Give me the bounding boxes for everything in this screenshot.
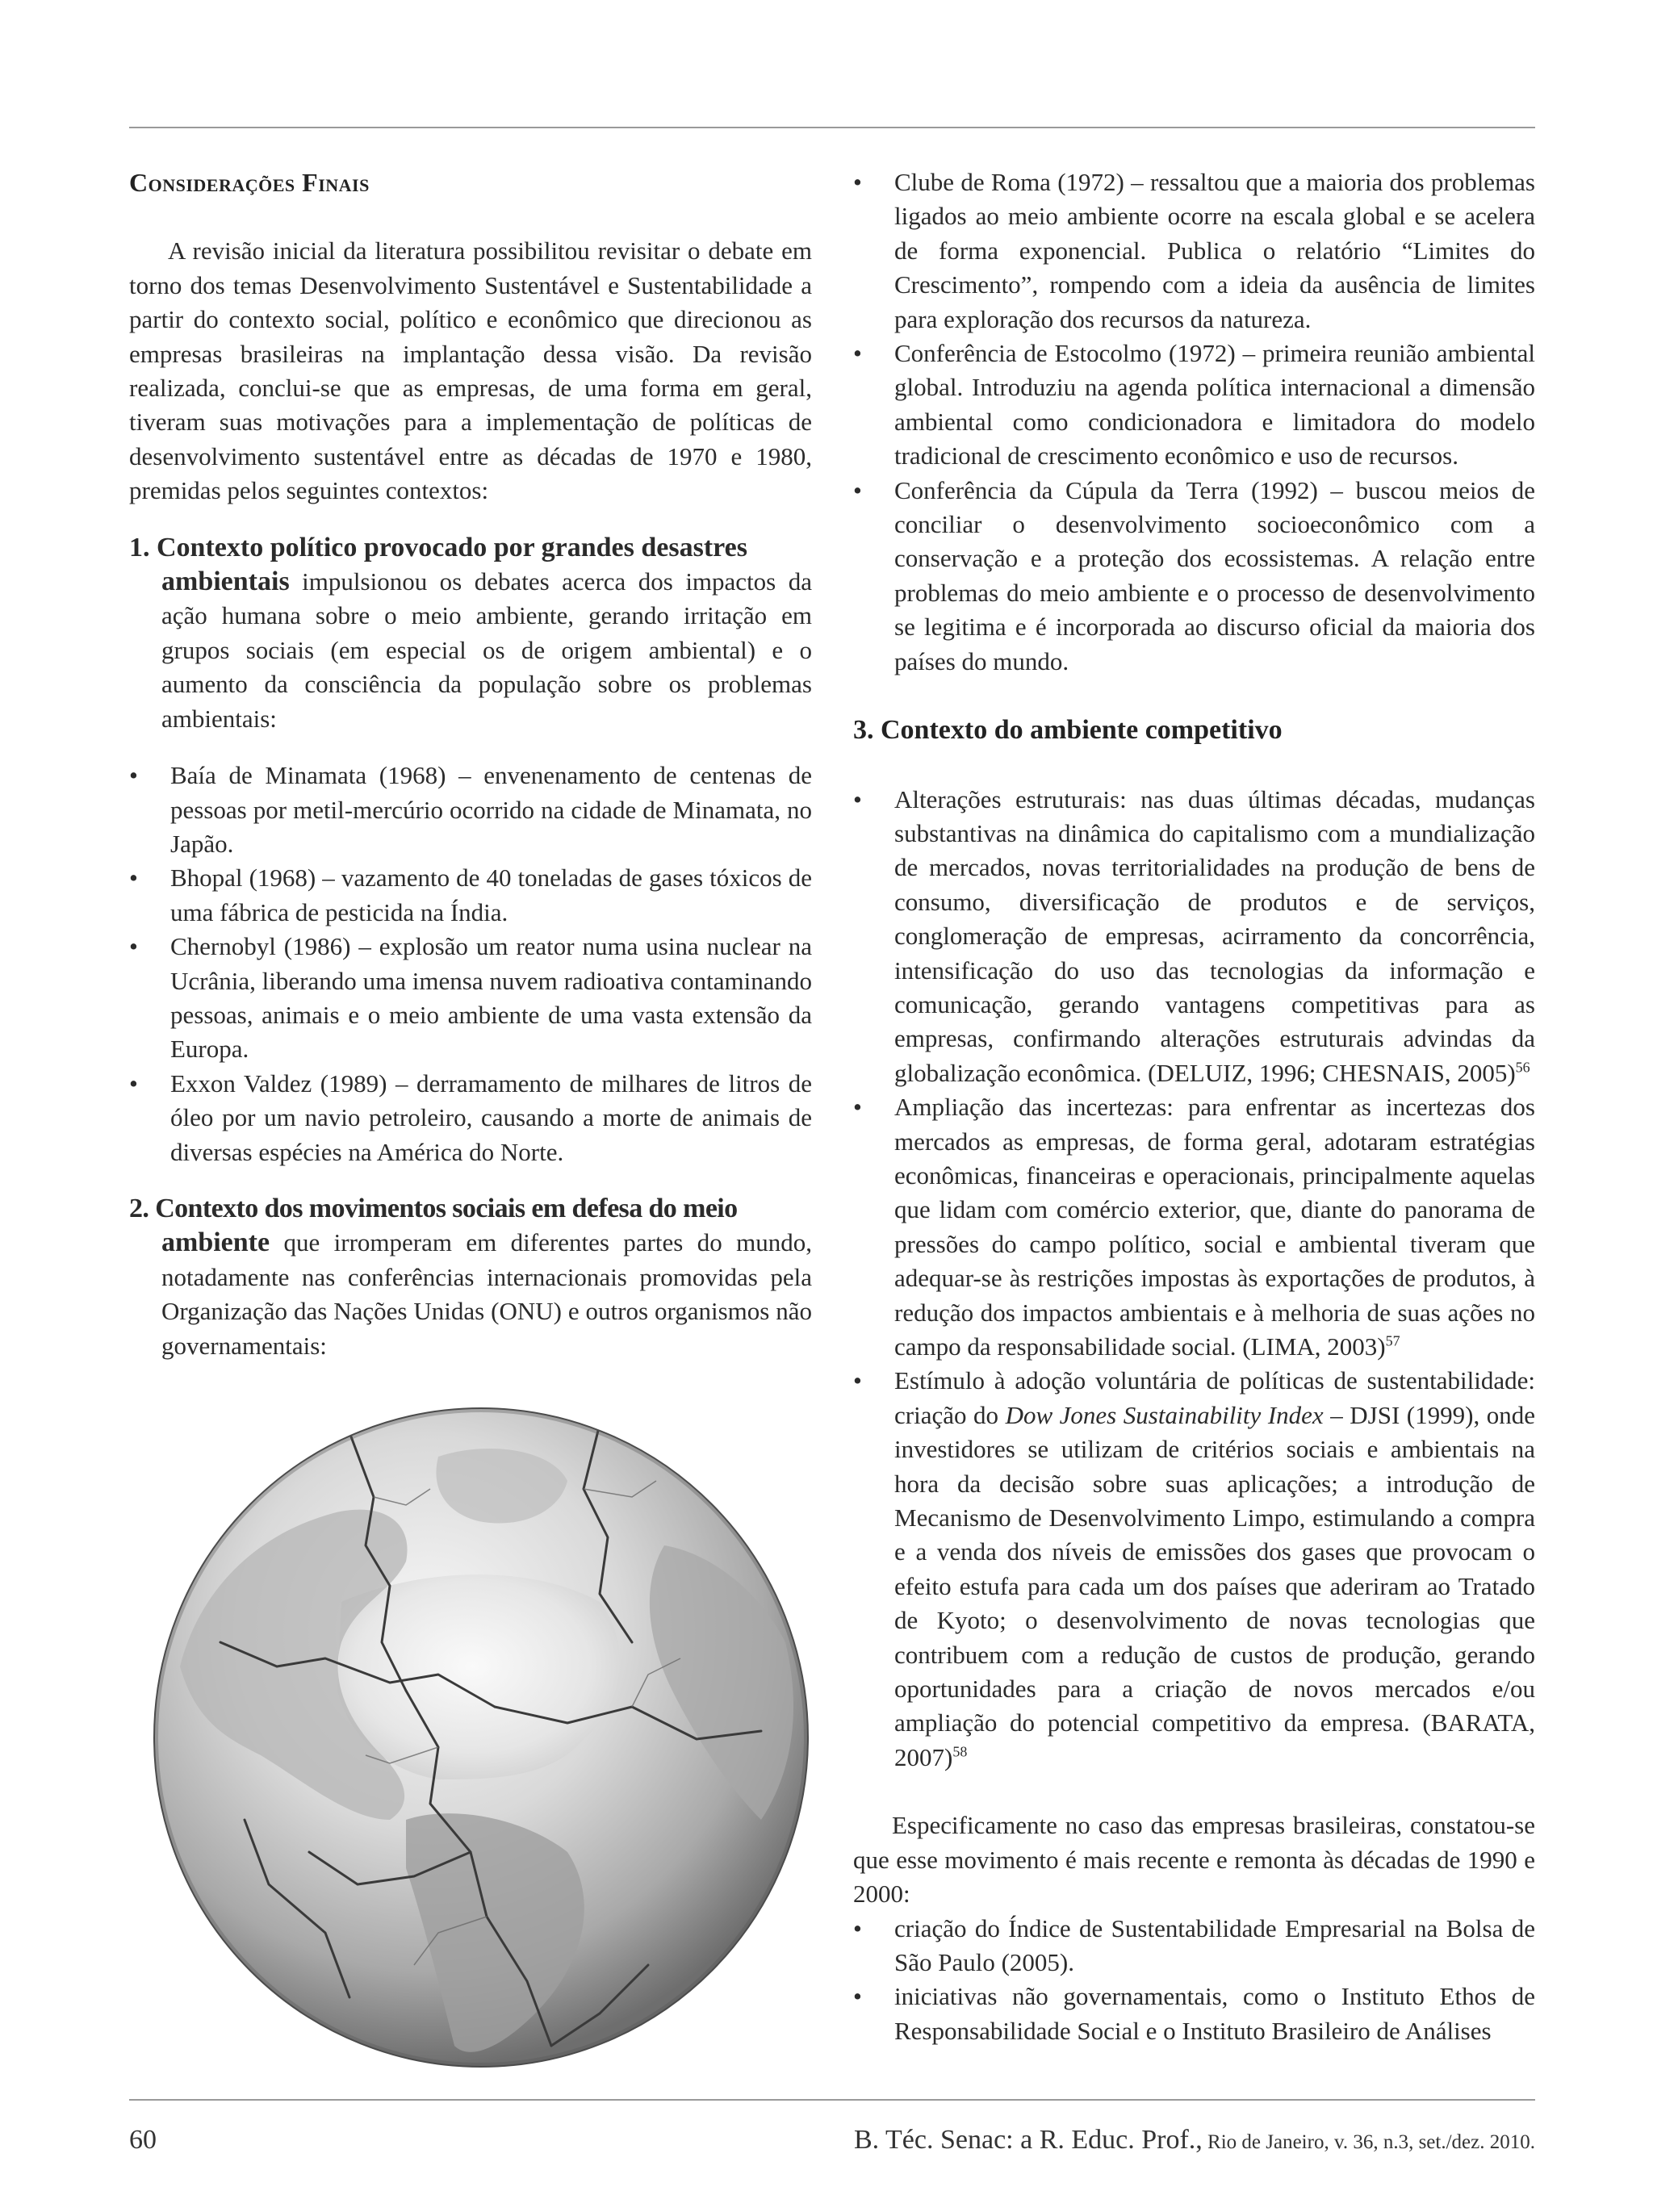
competitive-list bbox=[853, 783, 1535, 1775]
intro-paragraph: A revisão inicial da literatura possibilitou revisitar o debate em torno dos temas Desenvolvimento Sustentável e Sustentabilidade a partir do contexto social, político e econômico que direcionou as empresas brasileiras na implantação dessa visão. Da revisão realizada, conclui-se que as empresas, de uma forma em geral, tiveram suas motivações para a implementação de políticas de desenvolvimento sustentável entre as décadas de 1970 e 1980, premidas pelos seguintes contextos: bbox=[129, 236, 812, 505]
list-item: • criação do Índice de Sustentabilidade Empresarial na Bolsa de São Paulo (2005). bbox=[853, 1912, 1535, 1980]
right-column bbox=[853, 165, 1535, 2048]
list-item: • Alterações estruturais: nas duas últimas décadas, mudanças substantivas na dinâmica do capitalismo com a mundialização de mercados, novas territorialidades na produção de bens de consumo, diversificação de produtos e de serviços, conglomeração de empresas, acirramento da concorrência, intensificação do uso das tecnologias da informação e comunicação, gerando vantagens competitivas para as empresas, confirmando alterações estruturais advindas da globalização econômica. (DELUIZ, 1996; CHESNAIS, 2005)$^{56}$ bbox=[853, 783, 1535, 1091]
list-item: • Ampliação das incertezas: para enfrentar as incertezas dos mercados as empresas, de forma geral, adotaram estratégias econômicas, financeiras e operacionais, principalmente aquelas que lidam com comércio exterior, que, diante do panorama de pressões do campo político, social e ambiental tiveram que adequar-se às restrições impostas às exportações de produtos, à redução dos impactos ambientais e à melhoria de suas ações no campo da responsabilidade social. (LIMA, 2003)$^{57}$ bbox=[853, 1090, 1535, 1364]
list-item: • Estímulo à adoção voluntária de políticas de sustentabilidade: criação do Dow Jones Sustainability Index – DJSI (1999), onde investidores se utilizam de critérios sociais e ambientais na hora da decisão sobre suas aplicações; a introdução de Mecanismo de Desenvolvimento Limpo, estimulando a compra e a venda dos níveis de emissões dos gases que provocam o efeito estufa para cada um dos países que aderiram ao Tratado de Kyoto; o desenvolvimento de novas tecnologias que contribuem com a redução de custos de produção, gerando oportunidades para a criação de novos mercados e/ou ampliação do potencial competitivo da empresa. (BARATA, 2007)$^{58}$ bbox=[853, 1364, 1535, 1775]
context-1 bbox=[129, 531, 812, 736]
context-2-text: que irromperam em diferentes partes do mundo, notadamente nas conferências internacionais promovidas pela Organização das Nações Unidas (ONU) e outros organismos não governamentais: bbox=[161, 1228, 812, 1360]
list-item: • iniciativas não governamentais, como o Instituto Ethos de Responsabilidade Social e o Instituto Brasileiro de Análises bbox=[853, 1980, 1535, 2048]
list-item: • Chernobyl (1986) – explosão um reator numa usina nuclear na Ucrânia, liberando uma imensa nuvem radioativa contaminando pessoas, animais e o meio ambiente de uma vasta extensão da Europa. bbox=[129, 930, 812, 1067]
cracked-globe-illustration bbox=[148, 1400, 814, 2072]
djsi-title: Dow Jones Sustainability Index bbox=[1005, 1400, 1324, 1429]
list-item: • Bhopal (1968) – vazamento de 40 toneladas de gases tóxicos de uma fábrica de pesticida na Índia. bbox=[129, 861, 812, 930]
journal-citation: B. Téc. Senac: a R. Educ. Prof., Rio de Janeiro, v. 36, n.3, set./dez. 2010. bbox=[853, 2125, 1535, 2155]
list-item: • Conferência da Cúpula da Terra (1992) – buscou meios de conciliar o desenvolvimento socioeconômico com a conservação e a proteção dos ecossistemas. A relação entre problemas do meio ambiente e o processo de desenvolvimento se legitima e é incorporada ao discurso oficial da maioria dos países do mundo. bbox=[853, 474, 1535, 679]
conferences-list bbox=[853, 165, 1535, 679]
disasters-list bbox=[129, 759, 812, 1169]
page-number: 60 bbox=[129, 2125, 157, 2155]
footnote-58: 58 bbox=[952, 1743, 968, 1760]
brazil-list bbox=[853, 1912, 1535, 2049]
list-item: • Clube de Roma (1972) – ressaltou que a maioria dos problemas ligados ao meio ambiente ocorre na escala global e se acelera de forma exponencial. Publica o relatório “Limites do Crescimento”, rompendo com a ideia da ausência de limites para exploração dos recursos da natureza. bbox=[853, 165, 1535, 337]
footnote-56: 56 bbox=[1515, 1059, 1530, 1076]
list-item: • Conferência de Estocolmo (1972) – primeira reunião ambiental global. Introduziu na agenda política internacional a dimensão ambiental como condicionadora e limitadora do modelo tradicional de crescimento econômico e uso de recursos. bbox=[853, 337, 1535, 474]
context-3-title: 3. Contexto do ambiente competitivo bbox=[853, 715, 1283, 746]
closing-paragraph: Especificamente no caso das empresas brasileiras, constatou-se que esse movimento é mais recente e remonta às décadas de 1990 e 2000: bbox=[853, 1811, 1535, 1909]
list-item: • Baía de Minamata (1968) – envenenamento de centenas de pessoas por metil-mercúrio ocorrido na cidade de Minamata, no Japão. bbox=[129, 759, 812, 861]
section-title: Considerações Finais bbox=[129, 168, 370, 197]
context-2-lead-a: 2. Contexto dos movimentos sociais em defesa do meio bbox=[129, 1193, 738, 1223]
context-1-lead-a: 1. Contexto político provocado por grandes desastres bbox=[129, 532, 747, 562]
footer-rule bbox=[129, 2099, 1535, 2101]
context-1-lead-b: ambientais bbox=[161, 567, 290, 597]
left-column bbox=[129, 165, 812, 1363]
journal-details: Rio de Janeiro, v. 36, n.3, set./dez. 2010. bbox=[1202, 2131, 1535, 2153]
list-item: • Exxon Valdez (1989) – derramamento de milhares de litros de óleo por um navio petroleiro, causando a morte de animais de diversas espécies na América do Norte. bbox=[129, 1067, 812, 1169]
context-2-lead-b: ambiente bbox=[161, 1227, 270, 1258]
context-1-text: impulsionou os debates acerca dos impactos da ação humana sobre o meio ambiente, gerando irritação em grupos sociais (em especial os de origem ambiental) e o aumento da consciência da população sobre os problemas ambientais: bbox=[161, 567, 812, 733]
footnote-57: 57 bbox=[1385, 1332, 1400, 1349]
header-rule bbox=[129, 127, 1535, 128]
context-2 bbox=[129, 1192, 812, 1363]
